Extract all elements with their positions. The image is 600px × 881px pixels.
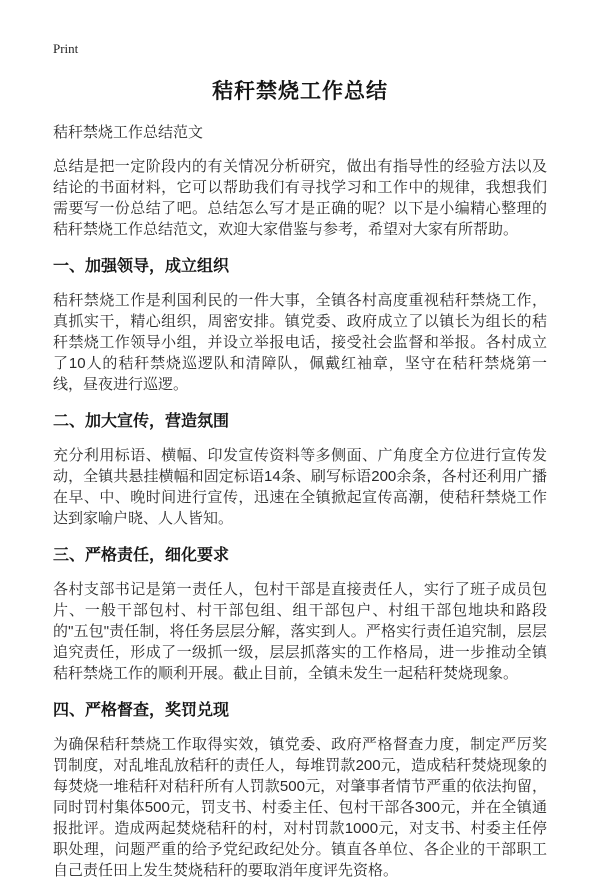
article-lead: 秸秆禁烧工作总结范文 (53, 124, 204, 141)
section-heading-3: 三、严格责任，细化要求 (53, 547, 230, 564)
section-body-1: 秸秆禁烧工作是利国利民的一件大事，全镇各村高度重视秸秆禁烧工作，真抓实干，精心组织，周密安排。镇党委、政府成立了以镇长为组长的秸秆禁烧工作领导小组，并设立举报电话，接受社会监督和举报。各村成立了10人的秸秆禁烧巡逻队和清障队，佩戴红袖章，坚守在秸秆禁烧第一线，昼夜进行巡逻。 (53, 292, 547, 393)
section-heading-4: 四、严格督查，奖罚兑现 (53, 702, 230, 719)
print-button[interactable]: Print (53, 41, 79, 56)
section-body-3: 各村支部书记是第一责任人，包村干部是直接责任人，实行了班子成员包片、一般干部包村、村干部包组、组干部包户、村组干部包地块和路段的"五包"责任制，将任务层层分解，落实到人。严格实行责任追究制，层层追究责任，形成了一级抓一级，层层抓落实的工作格局，进一步推动全镇秸秆禁烧工作的顺利开展。截止目前，全镇未发生一起秸秆焚烧现象。 (53, 581, 547, 682)
section-body-4: 为确保秸秆禁烧工作取得实效，镇党委、政府严格督查力度，制定严厉奖罚制度，对乱堆乱放秸秆的责任人，每堆罚款200元，造成秸秆焚烧现象的每焚烧一堆秸秆对秸秆所有人罚款500元，对肇事者情节严重的依法拘留，同时罚村集体500元，罚支书、村委主任、包村干部各300元，并在全镇通报批评。造成两起焚烧秸秆的村，对村罚款1000元，对支书、村委主任停职处理，问题严重的给予党纪政纪处分。镇直各单位、各企业的干部职工自己责任田上发生焚烧秸秆的要取消年度评先资格。 (53, 736, 547, 879)
section-body-2: 充分利用标语、横幅、印发宣传资料等多侧面、广角度全方位进行宣传发动，全镇共悬挂横幅和固定标语14条、刷写标语200余条，各村还利用广播在早、中、晚时间进行宣传，迅速在全镇掀起宣传高潮，使秸秆禁烧工作达到家喻户晓、人人皆知。 (53, 447, 547, 527)
intro-paragraph: 总结是把一定阶段内的有关情况分析研究，做出有指导性的经验方法以及结论的书面材料，它可以帮助我们有寻找学习和工作中的规律，我想我们需要写一份总结了吧。总结怎么写才是正确的呢？以下是小编精心整理的秸秆禁烧工作总结范文，欢迎大家借鉴与参考，希望对大家有所帮助。 (53, 158, 547, 238)
section-heading-2: 二、加大宣传，营造氛围 (53, 413, 230, 430)
page-title: 秸秆禁烧工作总结 (212, 80, 388, 103)
section-heading-1: 一、加强领导，成立组织 (53, 258, 230, 275)
